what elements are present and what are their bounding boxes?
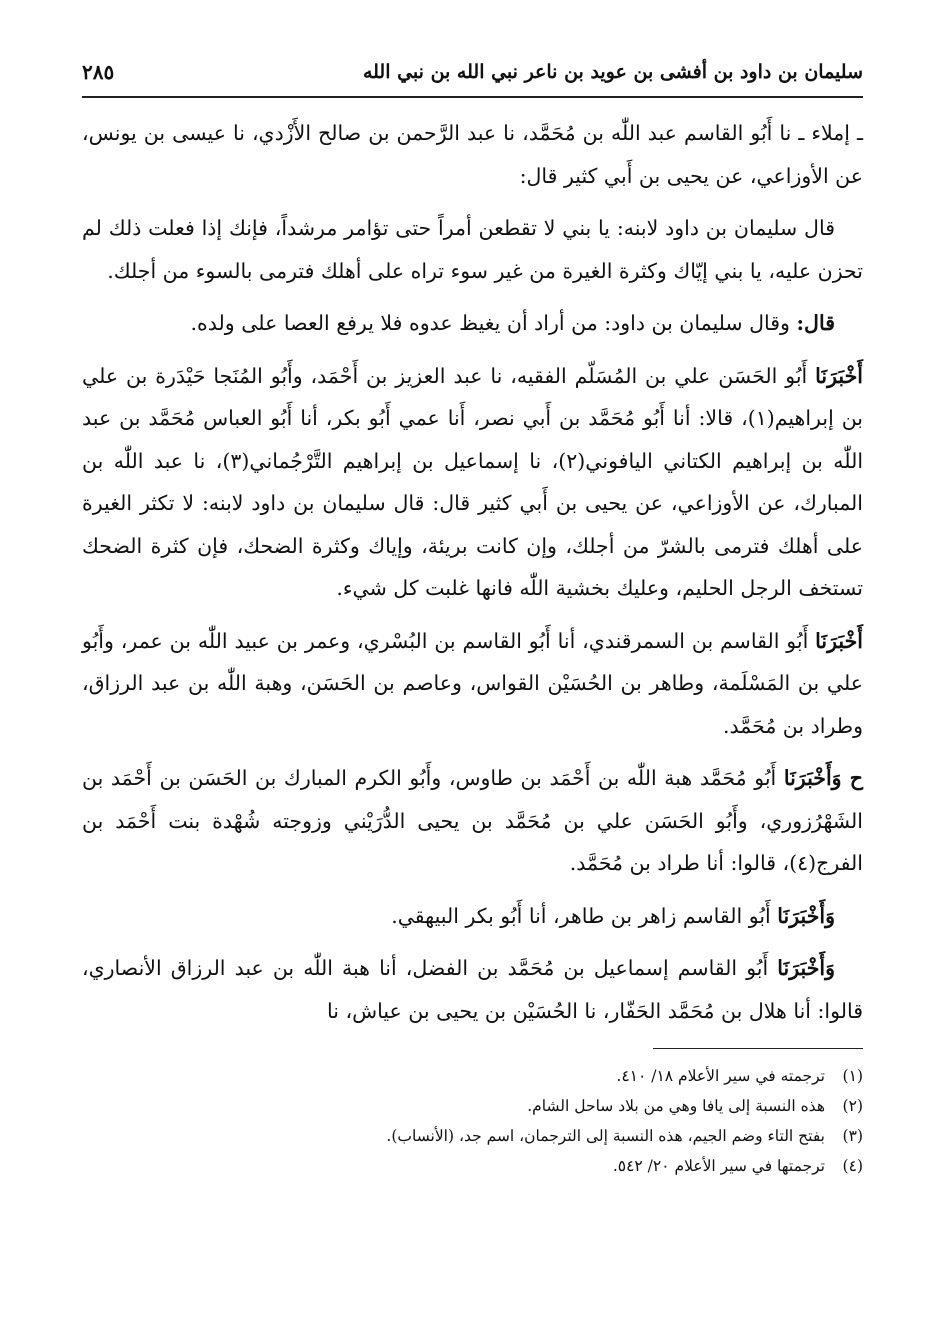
paragraph-keyword: قال: (796, 311, 835, 335)
paragraph-text: ـ إملاء ـ نا أَبُو القاسم عبد اللّٰه بن مُحَمَّد، نا عبد الرَّحمن بن صالح الأَزْدي، نا عيسى بن يونس، عن الأوزاعي، عن يحيى بن أَبي كثير قال: (82, 121, 863, 188)
footnote-number: (١) (842, 1067, 863, 1085)
footnote-4 (82, 1151, 863, 1181)
paragraph-4 (82, 355, 863, 610)
page-number: ٢٨٥ (82, 60, 115, 84)
paragraph-text: قال سليمان بن داود لابنه: يا بني لا تقطعن أمراً حتى تؤامر مرشداً، فإنك إذا فعلت ذلك لم تحزن عليه، يا بني إيّاك وكثرة الغيرة من غير سوء تراه على أهلك فترمى بالسوء من أجلك. (82, 216, 863, 283)
paragraph-keyword: وَأَخْبَرَنَا (777, 903, 835, 928)
paragraph-text: أَبُو القاسم إسماعيل بن مُحَمَّد بن الفضل، أنا هبة اللّٰه بن عبد الرزاق الأنصاري، قالوا: أنا هلال بن مُحَمَّد الحَفّار، نا الحُسَيْن بن يحيى بن عياش، نا (82, 956, 863, 1023)
paragraph-text: أَبُو مُحَمَّد هبة اللّٰه بن أَحْمَد بن طاوس، وأَبُو الكرم المبارك بن الحَسَن بن أَحْمَد بن الشَهْرُزوري، وأَبُو الحَسَن علي بن مُحَمَّد بن يحيى الدُّرَيْني وزوجته شُهْدة بنت أَحْمَد بن الفرج(٤)، قالوا: أنا طراد بن مُحَمَّد. (82, 766, 863, 875)
footnote-number: (٢) (842, 1097, 863, 1115)
paragraph-7 (82, 895, 863, 938)
paragraph-text: أَبُو القاسم زاهر بن طاهر، أنا أَبُو بكر البيهقي. (391, 903, 771, 928)
paragraph-3 (82, 302, 863, 345)
paragraph-keyword: أَخْبَرَنَا (815, 363, 863, 388)
paragraph-6 (82, 757, 863, 885)
footnote-text: ترجمته في سير الأعلام ١٨/ ٤١٠. (616, 1067, 825, 1085)
paragraph-text: وقال سليمان بن داود: من أراد أن يغيظ عدوه فلا يرفع العصا على ولده. (190, 311, 790, 335)
footnote-3 (82, 1121, 863, 1151)
footnote-divider (653, 1048, 863, 1049)
paragraph-5 (82, 620, 863, 748)
footnote-1 (82, 1061, 863, 1091)
paragraph-keyword: وَأَخْبَرَنَا (777, 956, 835, 980)
running-header (82, 58, 863, 98)
footnote-number: (٣) (842, 1127, 863, 1145)
paragraph-keyword: ح وَأَخْبَرَنَا (783, 766, 863, 790)
footnote-text: ترجمتها في سير الأعلام ٢٠/ ٥٤٢. (612, 1157, 825, 1175)
paragraph-text: أَبُو الحَسَن علي بن المُسَلّم الفقيه، نا عبد العزيز بن أَحْمَد، وأَبُو المُنَجا حَيْدَرة بن علي بن إبراهيم(١)، قالا: أنا أَبُو مُحَمَّد بن أَبي نصر، أَنا عمي أَبُو بكر، أنا أَبُو العباس مُحَمَّد بن عبد اللّٰه بن إبراهيم الكتاني اليافوني(٢)، نا إسماعيل بن إبراهيم التَّرْجُماني(٣)، نا عبد اللّٰه بن المبارك، عن الأوزاعي، عن يحيى بن أَبي كثير قال: قال سليمان بن داود لابنه: لا تكثر الغيرة على أهلك فترمى بالشرّ من أجلك، وإن كانت بريئة، وإياك وكثرة الضحك، فإن كثرة الضحك تستخف الرجل الحليم، وعليك بخشية اللّٰه فانها غلبت كل شيء. (82, 363, 864, 600)
paragraph-text: أَبُو القاسم بن السمرقندي، أنا أَبُو القاسم بن البُسْري، وعمر بن عبيد اللّٰه بن عمر، وأَبُو علي بن المَسْلَمة، وطاهر بن الحُسَيْن القواس، وعاصم بن الحَسَن، وهبة اللّٰه بن عبد الرزاق، وطراد بن مُحَمَّد. (82, 628, 863, 738)
footnote-2 (82, 1091, 863, 1121)
paragraph-keyword: أَخْبَرَنَا (815, 628, 863, 653)
paragraph-2 (82, 207, 863, 292)
paragraph-8 (82, 947, 863, 1032)
footnote-text: هذه النسبة إلى يافا وهي من بلاد ساحل الشام. (527, 1097, 825, 1115)
paragraph-1 (82, 112, 863, 197)
running-title: سليمان بن داود بن أفشى بن عويد بن ناعر نبي الله بن نبي الله (362, 61, 863, 83)
footnotes (82, 1061, 863, 1181)
main-text (82, 112, 863, 1032)
footnote-number: (٤) (842, 1157, 863, 1175)
footnote-text: بفتح التاء وضم الجيم، هذه النسبة إلى الترجمان، اسم جد، (الأنساب). (386, 1127, 825, 1145)
